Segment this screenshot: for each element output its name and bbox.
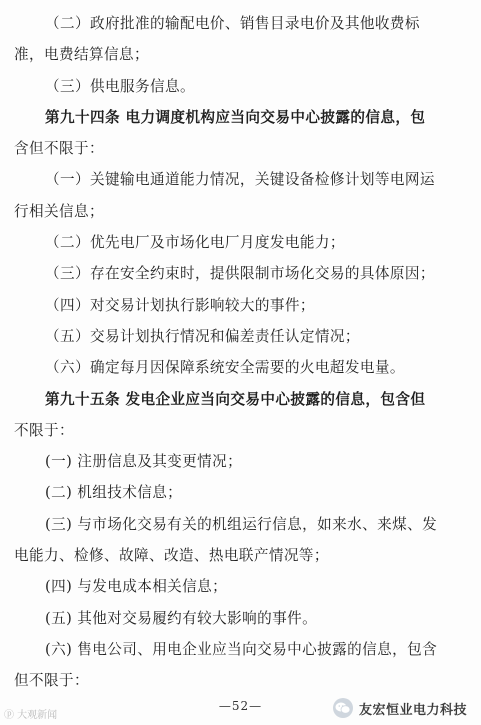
body-line: (五) 其他对交易履约有较大影响的事件。 xyxy=(45,609,318,627)
body-line: 电能力、检修、故障、改造、热电联产情况等； xyxy=(14,547,329,565)
body-line: (一) 注册信息及其变更情况； xyxy=(45,453,243,471)
body-line: （三）供电服务信息。 xyxy=(45,77,195,95)
body-line: 但不限于： xyxy=(14,672,89,690)
watermark-right-text: 友宏恒业电力科技 xyxy=(358,702,467,718)
body-line: （二）政府批准的输配电价、销售目录电价及其他收费标 xyxy=(45,15,420,32)
body-line: 含但不限于： xyxy=(14,140,104,158)
body-line: （四）对交易计划执行影响较大的事件； xyxy=(45,296,315,314)
body-line: (六) 售电公司、用电企业应当向交易中心披露的信息，包含 xyxy=(45,640,438,658)
body-line: (三) 与市场化交易有关的机组运行信息，如来水、来煤、发 xyxy=(45,515,438,533)
body-line: 行相关信息； xyxy=(14,202,104,220)
body-line: （五）交易计划执行情况和偏差责任认定情况； xyxy=(45,327,360,345)
body-line: (二) 机组技术信息； xyxy=(45,484,183,502)
body-line: (四) 与发电成本相关信息； xyxy=(45,578,228,596)
watermark-left: ⓟ 大观新闻 xyxy=(4,710,58,721)
body-line: （一）关键输电通道能力情况，关键设备检修计划等电网运 xyxy=(45,171,435,189)
body-line: 不限于： xyxy=(14,421,74,439)
document-body xyxy=(14,8,466,697)
article-94-heading: 第九十四条 电力调度机构应当向交易中心披露的信息，包 xyxy=(45,108,426,126)
watermark-right xyxy=(333,698,467,718)
body-line: （二）优先电厂及市场化电厂月度发电能力； xyxy=(45,234,345,252)
body-line: （三）存在安全约束时，提供限制市场化交易的具体原因； xyxy=(45,265,435,283)
body-line: （六）确定每月因保障系统安全需要的火电超发电量。 xyxy=(45,359,405,377)
article-95-heading: 第九十五条 发电企业应当向交易中心披露的信息，包含但 xyxy=(45,390,426,408)
body-line: 准，电费结算信息； xyxy=(14,46,149,64)
wechat-logo-icon xyxy=(333,698,353,718)
page-number: —52— xyxy=(218,699,263,713)
